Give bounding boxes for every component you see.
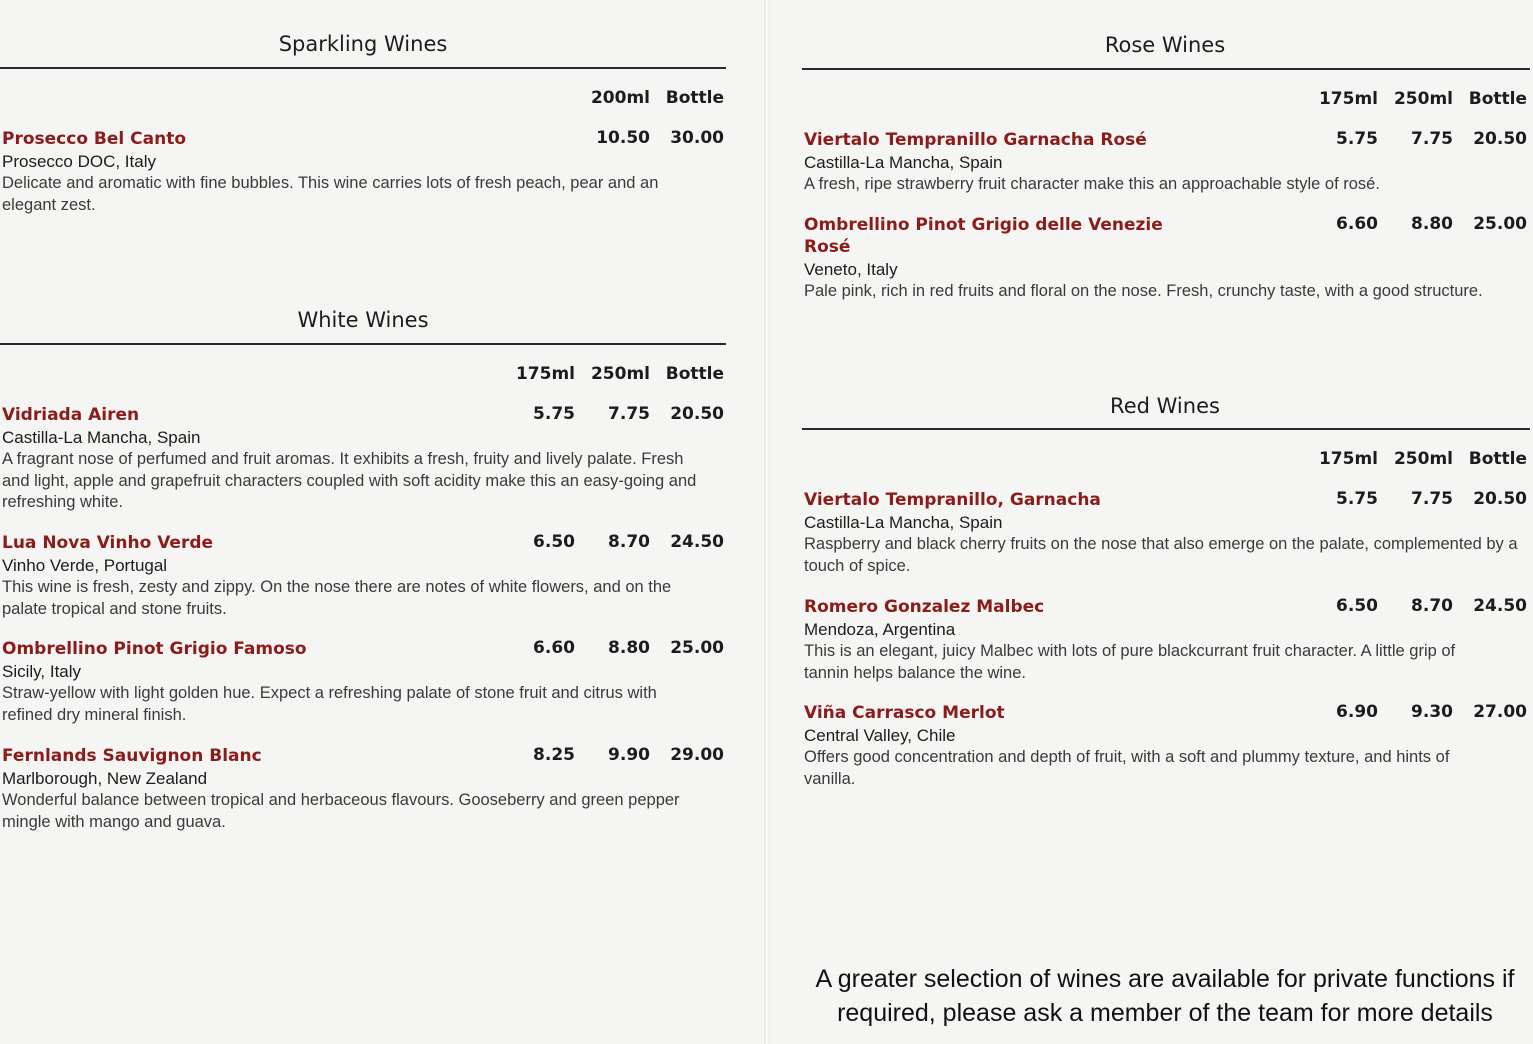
rose-wine-2-price-bottle: 25.00 xyxy=(1473,214,1527,234)
sparkling-price-bottle: 30.00 xyxy=(670,128,724,148)
rose-heading: Rose Wines xyxy=(1104,33,1226,57)
red-wine-2-price-bottle: 24.50 xyxy=(1473,596,1527,616)
white-wine-3-region: Sicily, Italy xyxy=(2,662,82,681)
white-heading: White Wines xyxy=(297,308,429,332)
red-wine-3-price-250ml: 9.30 xyxy=(1411,702,1453,722)
rose-wine-1-region: Castilla-La Mancha, Spain xyxy=(804,153,1003,172)
red-wine-2-desc: This is an elegant, juicy Malbec with lots of pure blackcurrant fruit character. A little grip of tannin helps balance the wine. xyxy=(804,642,1456,682)
white-wine-3-price-175ml: 6.60 xyxy=(533,638,575,658)
red-wine-1-price-250ml: 7.75 xyxy=(1411,489,1453,509)
rose-wine-1-price-bottle: 20.50 xyxy=(1473,129,1527,149)
white-col-175ml: 175ml xyxy=(515,364,575,384)
white-wine-3-name: Ombrellino Pinot Grigio Famoso xyxy=(2,639,307,659)
white-wine-1-price-175ml: 5.75 xyxy=(533,404,575,424)
rose-col-250ml: 250ml xyxy=(1393,89,1453,109)
white-col-bottle: Bottle xyxy=(665,364,724,384)
white-col-250ml: 250ml xyxy=(590,364,650,384)
rose-wine-1-desc: A fresh, ripe strawberry fruit character make this an approachable style of rosé. xyxy=(804,175,1380,193)
white-rule xyxy=(0,343,726,345)
rose-wine-2-region: Veneto, Italy xyxy=(804,260,898,279)
white-wine-4-desc: Wonderful balance between tropical and herbaceous flavours. Gooseberry and green pepper mingle with mango and guava. xyxy=(2,791,680,831)
white-wine-1-desc: A fragrant nose of perfumed and fruit aromas. It exhibits a fresh, fruity and lively palate. Fresh and light, apple and grapefruit characters coupled with soft acidity make this an easy-going and refreshing white. xyxy=(2,450,697,511)
sparkling-wine-region: Prosecco DOC, Italy xyxy=(2,152,156,171)
white-wine-4-region: Marlborough, New Zealand xyxy=(2,769,208,788)
page-fold xyxy=(764,0,770,1044)
red-col-250ml: 250ml xyxy=(1393,449,1453,469)
white-wine-3-desc: Straw-yellow with light golden hue. Expect a refreshing palate of stone fruit and citrus with refined dry mineral finish. xyxy=(2,684,657,724)
sparkling-wine-desc: Delicate and aromatic with fine bubbles. This wine carries lots of fresh peach, pear and an elegant zest. xyxy=(2,174,659,214)
white-wine-4-price-175ml: 8.25 xyxy=(533,745,575,765)
rose-wine-1-price-250ml: 7.75 xyxy=(1411,129,1453,149)
sparkling-price-200ml: 10.50 xyxy=(596,128,650,148)
white-wine-2-desc: This wine is fresh, zesty and zippy. On the nose there are notes of white flowers, and on the palate tropical and stone fruits. xyxy=(2,578,672,618)
white-wine-2-name: Lua Nova Vinho Verde xyxy=(2,533,214,553)
white-wine-3-price-bottle: 25.00 xyxy=(670,638,724,658)
white-wine-2-price-bottle: 24.50 xyxy=(670,532,724,552)
rose-wine-1-name: Viertalo Tempranillo Garnacha Rosé xyxy=(804,130,1147,150)
red-wine-3-desc: Offers good concentration and depth of fruit, with a soft and plummy texture, and hints of vanilla. xyxy=(804,748,1450,788)
sparkling-col-200ml: 200ml xyxy=(590,88,650,108)
white-wine-1-price-250ml: 7.75 xyxy=(608,404,650,424)
white-wine-4-price-bottle: 29.00 xyxy=(670,745,724,765)
red-wine-1-region: Castilla-La Mancha, Spain xyxy=(804,513,1003,532)
red-wine-3-price-175ml: 6.90 xyxy=(1336,702,1378,722)
rose-wine-2-desc: Pale pink, rich in red fruits and floral on the nose. Fresh, crunchy taste, with a good structure. xyxy=(804,282,1483,300)
white-wine-4-price-250ml: 9.90 xyxy=(608,745,650,765)
white-wine-1-name: Vidriada Airen xyxy=(2,405,140,425)
white-wine-1-price-bottle: 20.50 xyxy=(670,404,724,424)
white-wine-3-price-250ml: 8.80 xyxy=(608,638,650,658)
red-wine-2-price-175ml: 6.50 xyxy=(1336,596,1378,616)
sparkling-heading: Sparkling Wines xyxy=(278,32,448,56)
red-wine-3-price-bottle: 27.00 xyxy=(1473,702,1527,722)
rose-rule xyxy=(802,68,1530,70)
white-wine-4-name: Fernlands Sauvignon Blanc xyxy=(2,746,262,766)
sparkling-rule xyxy=(0,67,726,69)
red-heading: Red Wines xyxy=(1110,394,1220,418)
white-wine-2-price-175ml: 6.50 xyxy=(533,532,575,552)
footer-note: A greater selection of wines are available for private functions if required, please ask a member of the team for more details xyxy=(815,965,1515,1027)
white-wine-2-region: Vinho Verde, Portugal xyxy=(2,556,168,575)
red-wine-1-desc: Raspberry and black cherry fruits on the nose that also emerge on the palate, complemented by a touch of spice. xyxy=(804,535,1518,575)
sparkling-col-bottle: Bottle xyxy=(665,88,724,108)
rose-wine-2-price-175ml: 6.60 xyxy=(1336,214,1378,234)
red-wine-1-price-175ml: 5.75 xyxy=(1336,489,1378,509)
white-wine-2-price-250ml: 8.70 xyxy=(608,532,650,552)
white-wine-1-region: Castilla-La Mancha, Spain xyxy=(2,428,201,447)
rose-col-175ml: 175ml xyxy=(1318,89,1378,109)
rose-col-bottle: Bottle xyxy=(1468,89,1527,109)
red-wine-1-name: Viertalo Tempranillo, Garnacha xyxy=(804,490,1101,510)
red-wine-1-price-bottle: 20.50 xyxy=(1473,489,1527,509)
red-col-bottle: Bottle xyxy=(1468,449,1527,469)
red-wine-3-name: Viña Carrasco Merlot xyxy=(804,703,1005,723)
red-wine-3-region: Central Valley, Chile xyxy=(804,726,956,745)
red-col-175ml: 175ml xyxy=(1318,449,1378,469)
sparkling-wine-name: Prosecco Bel Canto xyxy=(2,129,187,149)
red-wine-2-name: Romero Gonzalez Malbec xyxy=(804,597,1045,617)
rose-wine-2-price-250ml: 8.80 xyxy=(1411,214,1453,234)
red-wine-2-price-250ml: 8.70 xyxy=(1411,596,1453,616)
rose-wine-1-price-175ml: 5.75 xyxy=(1336,129,1378,149)
red-wine-2-region: Mendoza, Argentina xyxy=(804,620,956,639)
red-rule xyxy=(802,428,1530,430)
rose-wine-2-name: Ombrellino Pinot Grigio delle Venezie Rosé xyxy=(804,215,1163,257)
